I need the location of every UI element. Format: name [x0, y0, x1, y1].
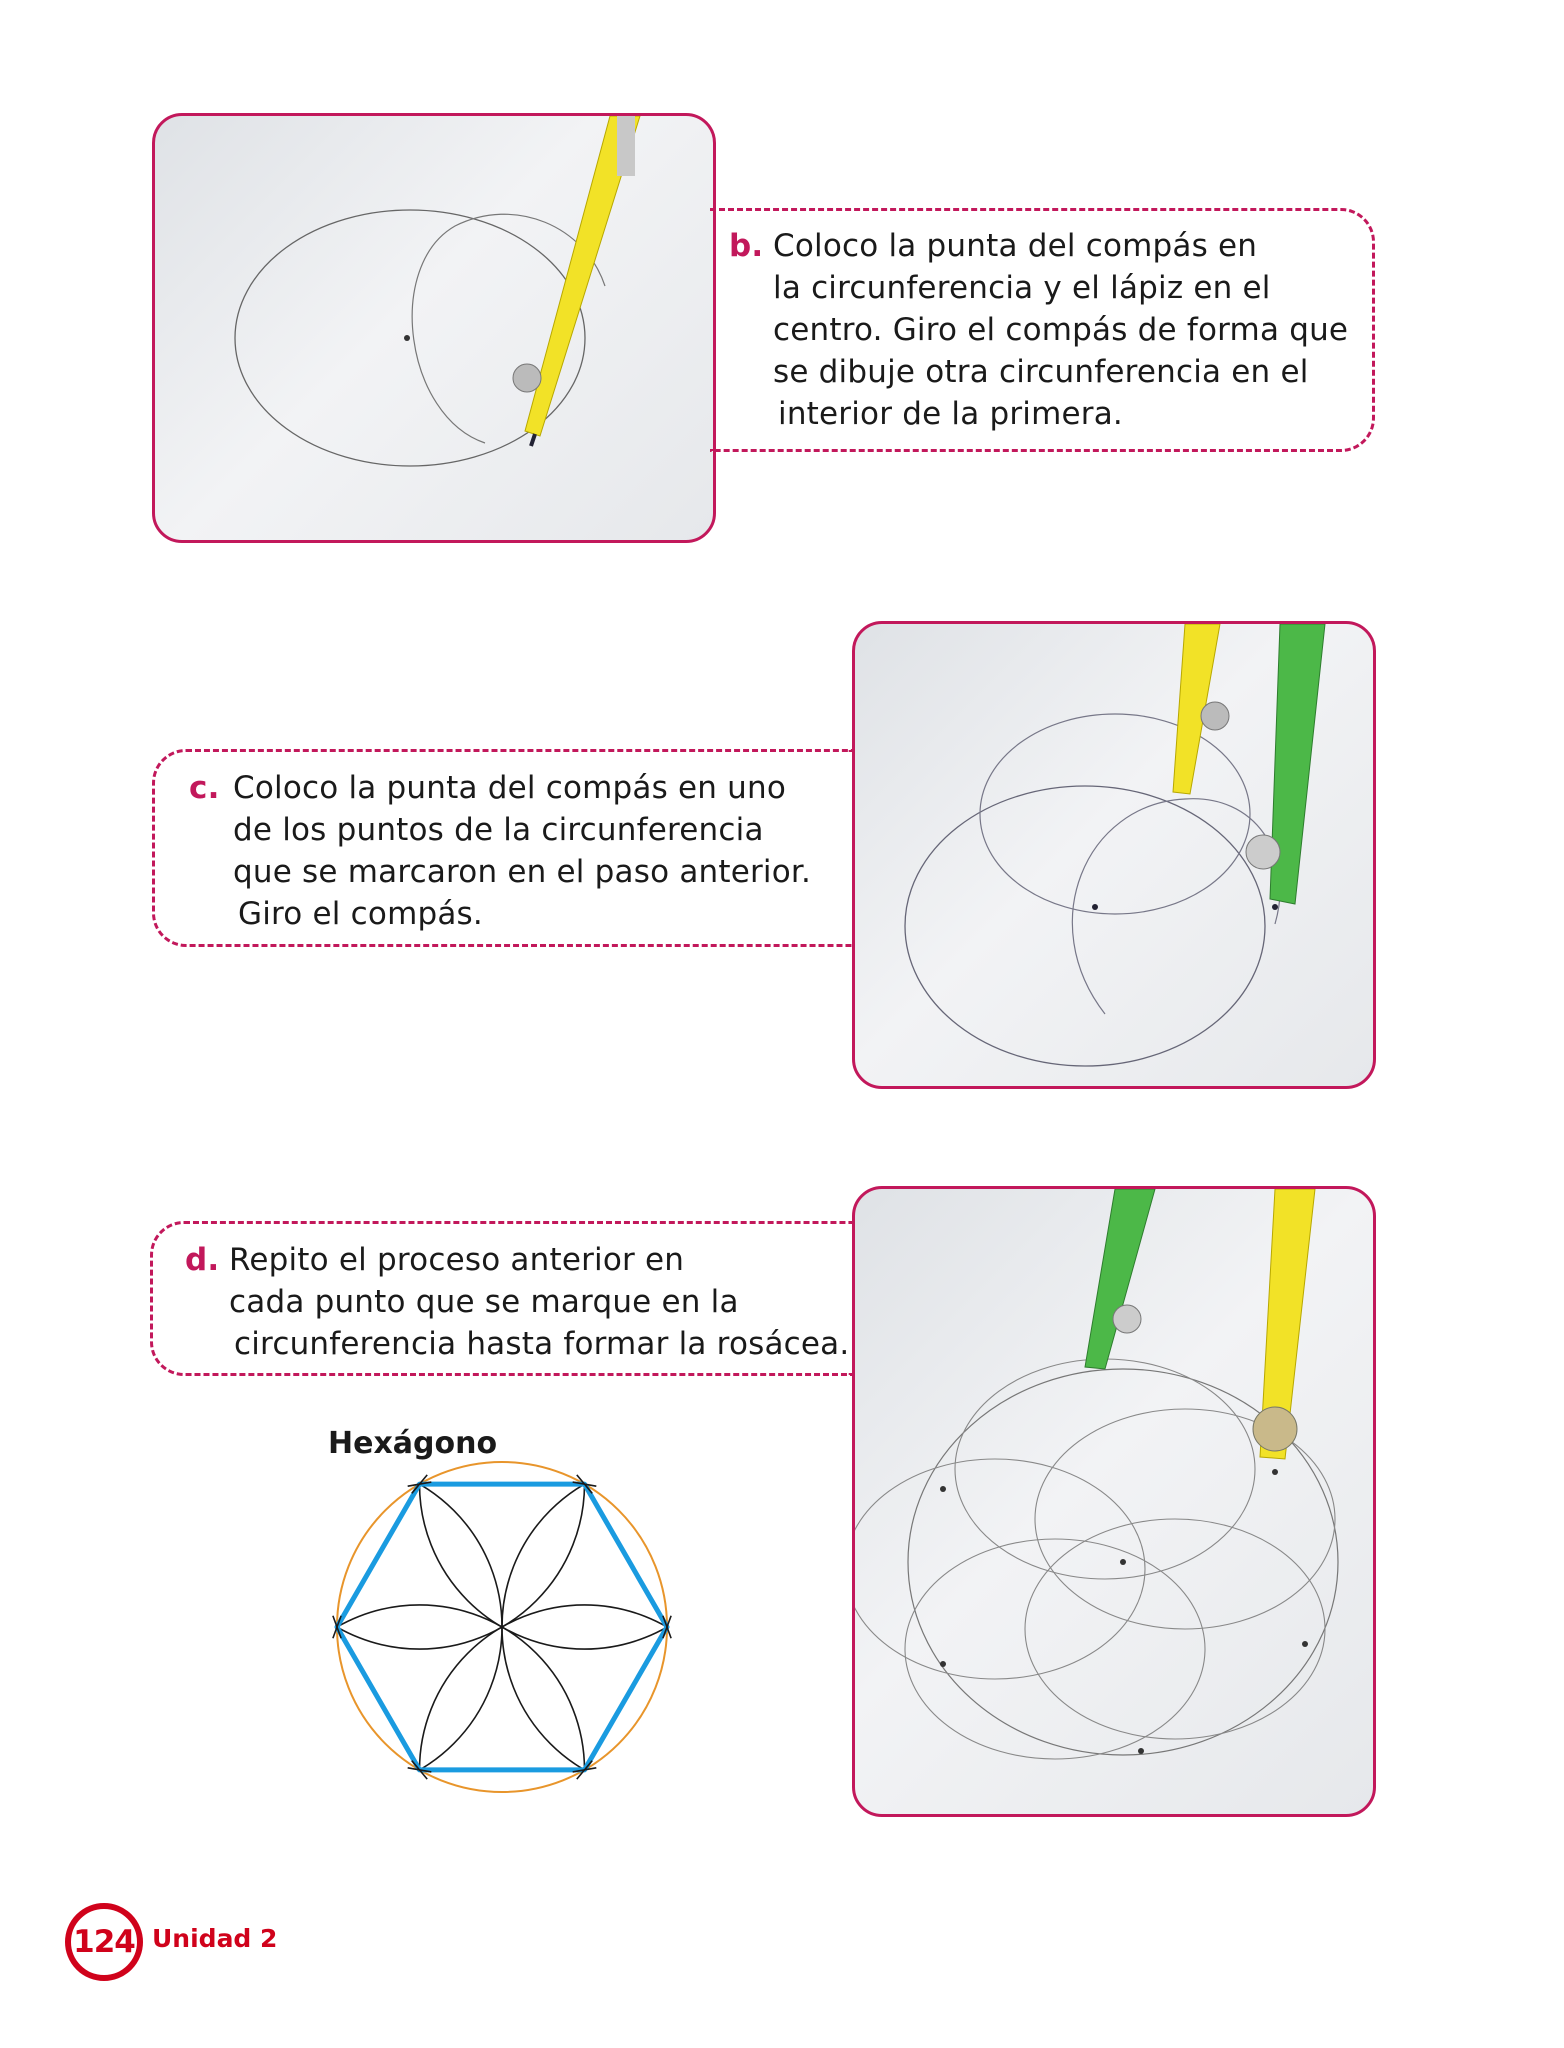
step-line: de los puntos de la circunferencia	[233, 812, 764, 848]
petal-arc	[317, 1605, 585, 1812]
petal-arc	[317, 1442, 585, 1649]
compass-drawing-image	[855, 624, 1373, 1086]
step-line: circunferencia hasta formar la rosácea.	[234, 1326, 850, 1362]
step-line: Repito el proceso anterior en	[229, 1242, 685, 1278]
photo-step-c	[852, 621, 1376, 1089]
step-b-text	[729, 225, 1349, 435]
step-line: Giro el compás.	[238, 896, 483, 932]
step-line: que se marcaron en el paso anterior.	[233, 854, 812, 890]
petal-arc	[317, 1462, 502, 1792]
step-c-text	[189, 767, 812, 935]
step-b-letter: b.	[729, 228, 764, 264]
step-line: la circunferencia y el lápiz en el	[773, 270, 1271, 306]
petal-arc	[420, 1605, 688, 1812]
photo-step-b	[152, 113, 716, 543]
page-number: 124	[65, 1903, 143, 1981]
photo-step-d	[852, 1186, 1376, 1817]
step-line: Coloco la punta del compás en	[773, 228, 1258, 264]
step-line: centro. Giro el compás de forma que	[773, 312, 1349, 348]
step-d-text	[185, 1239, 850, 1365]
step-c-letter: c.	[189, 770, 220, 806]
step-line: cada punto que se marque en la	[229, 1284, 739, 1320]
step-line: se dibuje otra circunferencia en el	[773, 354, 1309, 390]
hexagon-rosette-figure	[317, 1442, 687, 1812]
rosette-petals	[317, 1442, 687, 1812]
compass-drawing-image	[155, 116, 713, 540]
petal-arc	[502, 1462, 687, 1792]
petal-arc	[420, 1442, 688, 1649]
compass-drawing-image	[855, 1189, 1373, 1814]
step-d-letter: d.	[185, 1242, 220, 1278]
step-line: interior de la primera.	[778, 396, 1123, 432]
hexagon-title: Hexágono	[328, 1426, 498, 1461]
unit-label: Unidad 2	[152, 1924, 278, 1953]
step-line: Coloco la punta del compás en uno	[233, 770, 787, 806]
